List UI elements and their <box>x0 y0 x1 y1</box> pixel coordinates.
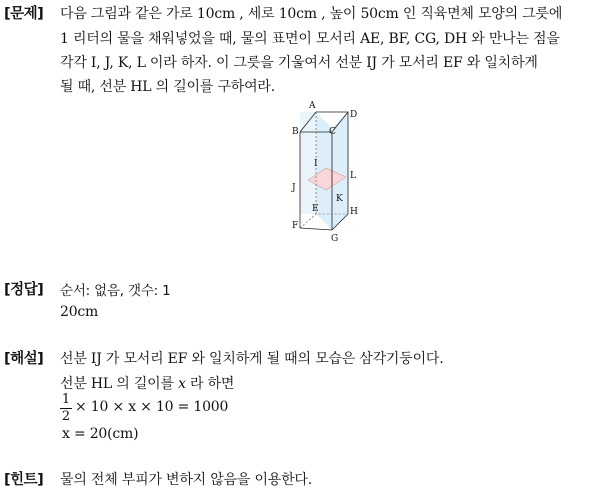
solution-line-2 <box>60 373 234 393</box>
label-l: L <box>350 171 356 181</box>
answer-value: 20cm <box>60 304 99 320</box>
label-f: F <box>292 221 299 231</box>
answer-tag: [정답] <box>4 282 44 298</box>
fraction-denominator: 2 <box>61 409 71 424</box>
label-d: D <box>350 110 358 120</box>
problem-line-1: 다음 그림과 같은 가로 10cm , 세로 10cm , 높이 50cm 인 직육면체 모양의 그릇에 <box>60 6 563 22</box>
label-c: C <box>329 127 336 137</box>
answer-line-1: 순서: 없음, 갯수: 1 <box>60 283 171 299</box>
label-h: H <box>350 207 358 217</box>
solution-equation-2: x = 20(cm) <box>62 426 139 442</box>
problem-line-2: 1 리터의 물을 채워넣었을 때, 물의 표면이 모서리 AE, BF, CG, DH 와 만나는 점을 <box>60 31 560 47</box>
label-a: A <box>309 101 316 111</box>
label-j: J <box>292 183 296 193</box>
label-b: B <box>292 127 299 137</box>
fraction-numerator: 1 <box>61 392 71 407</box>
label-k: K <box>336 194 343 204</box>
solution-line-1: 선분 IJ 가 모서리 EF 와 일치하게 될 때의 모습은 삼각기둥이다. <box>60 351 444 367</box>
cuboid-figure <box>286 96 366 244</box>
label-e: E <box>312 204 319 214</box>
solution-line-2-prefix: 선분 HL 의 길이를 <box>60 376 179 392</box>
problem-line-3: 각각 I, J, K, L 이라 하자. 이 그릇을 기울여서 선분 IJ 가 모서리 EF 와 일치하게 <box>60 55 538 71</box>
solution-var-x: x <box>178 376 186 392</box>
problem-tag: [문제] <box>4 6 44 22</box>
hint-line-1: 물의 전체 부피가 변하지 않음을 이용한다. <box>60 472 313 488</box>
label-i: I <box>314 159 318 169</box>
solution-line-2-suffix: 라 하면 <box>185 376 235 392</box>
solution-tag: [해설] <box>4 351 44 367</box>
problem-line-4: 될 때, 선분 HL 의 길이를 구하여라. <box>60 79 275 95</box>
label-g: G <box>331 234 339 244</box>
hint-tag: [힌트] <box>4 472 44 488</box>
solution-equation-1: × 10 × x × 10 = 1000 <box>75 399 229 415</box>
half-fraction <box>60 393 72 424</box>
